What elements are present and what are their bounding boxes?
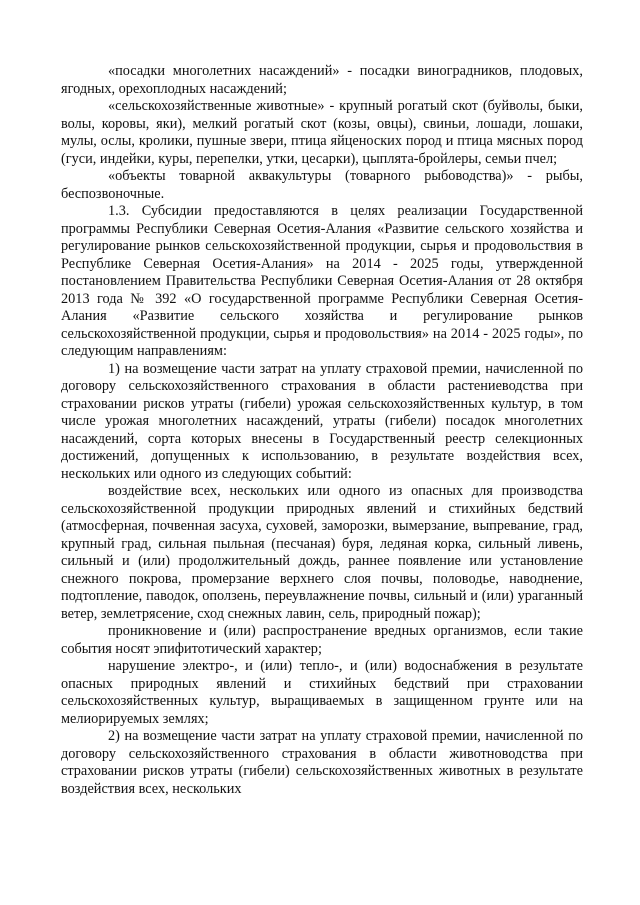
paragraph-aquaculture: «объекты товарной аквакультуры (товарного рыбоводства)» - рыбы, беспозвоночные. (61, 168, 583, 202)
paragraph-item-2: 2) на возмещение части затрат на уплату страховой премии, начисленной по договору сельскохозяйственного страхования в области животноводства при страховании рисков утраты (гибели) сельскохозяйственных животных в результате воздействия всех, нескольких (61, 728, 583, 797)
paragraph-item-1: 1) на возмещение части затрат на уплату страховой премии, начисленной по договору сельскохозяйственного страхования в области растениеводства при страховании рисков утраты (гибели) урожая сельскохозяйственных культур, в том числе урожая многолетних насаждений, утраты (гибели) посадок многолетних насаждений, сорта которых внесены в Государственный реестр селекционных достижений, допущенных к использованию, в результате воздействия всех, нескольких или одного из следующих событий: (61, 360, 583, 482)
paragraph-farm-animals: «сельскохозяйственные животные» - крупный рогатый скот (буйволы, быки, волы, коровы, яки), мелкий рогатый скот (козы, овцы), свиньи, лошади, лошаки, мулы, ослы, кролики, пушные звери, птица яйценоских пород и птица мясных пород (гуси, индейки, куры, перепелки, утки, цесарки), цыплята-бройлеры, семьи пчел; (61, 98, 583, 167)
paragraph-harmful-organisms: проникновение и (или) распространение вредных организмов, если такие события носят эпифитотический характер; (61, 623, 583, 657)
paragraph-natural-events: воздействие всех, нескольких или одного из опасных для производства сельскохозяйственной продукции природных явлений и стихийных бедствий (атмосферная, почвенная засуха, суховей, заморозки, вымерзание, выпревание, град, крупный град, сильная пыльная (песчаная) буря, ледяная корка, сильный ливень, сильный и (или) продолжительный дождь, раннее появление или установление снежного покрова, промерзание верхнего слоя почвы, половодье, наводнение, подтопление, паводок, оползень, переувлажнение почвы, сильный и (или) ураганный ветер, землетрясение, сход снежных лавин, сель, природный пожар); (61, 483, 583, 622)
paragraph-section-1-3: 1.3. Субсидии предоставляются в целях реализации Государственной программы Республики Северная Осетия-Алания «Развитие сельского хозяйства и регулирование рынков сельскохозяйственной продукции, сырья и продовольствия в Республике Северная Осетия-Алания» на 2014 - 2025 годы, утвержденной постановлением Правительства Республики Северная Осетия-Алания от 28 октября 2013 года № 392 «О государственной программе Республики Северная Осетия-Алания «Развитие сельского хозяйства и регулирование рынков сельскохозяйственной продукции, сырья и продовольствия» на 2014 - 2025 годы», по следующим направлениям: (61, 203, 583, 359)
paragraph-perennial-plantings: «посадки многолетних насаждений» - посадки виноградников, плодовых, ягодных, орехоплодных насаждений; (61, 63, 583, 97)
paragraph-utility-disruption: нарушение электро-, и (или) тепло-, и (или) водоснабжения в результате опасных природных явлений и стихийных бедствий при страховании сельскохозяйственных культур, выращиваемых в защищенном грунте или на мелиорируемых землях; (61, 658, 583, 727)
